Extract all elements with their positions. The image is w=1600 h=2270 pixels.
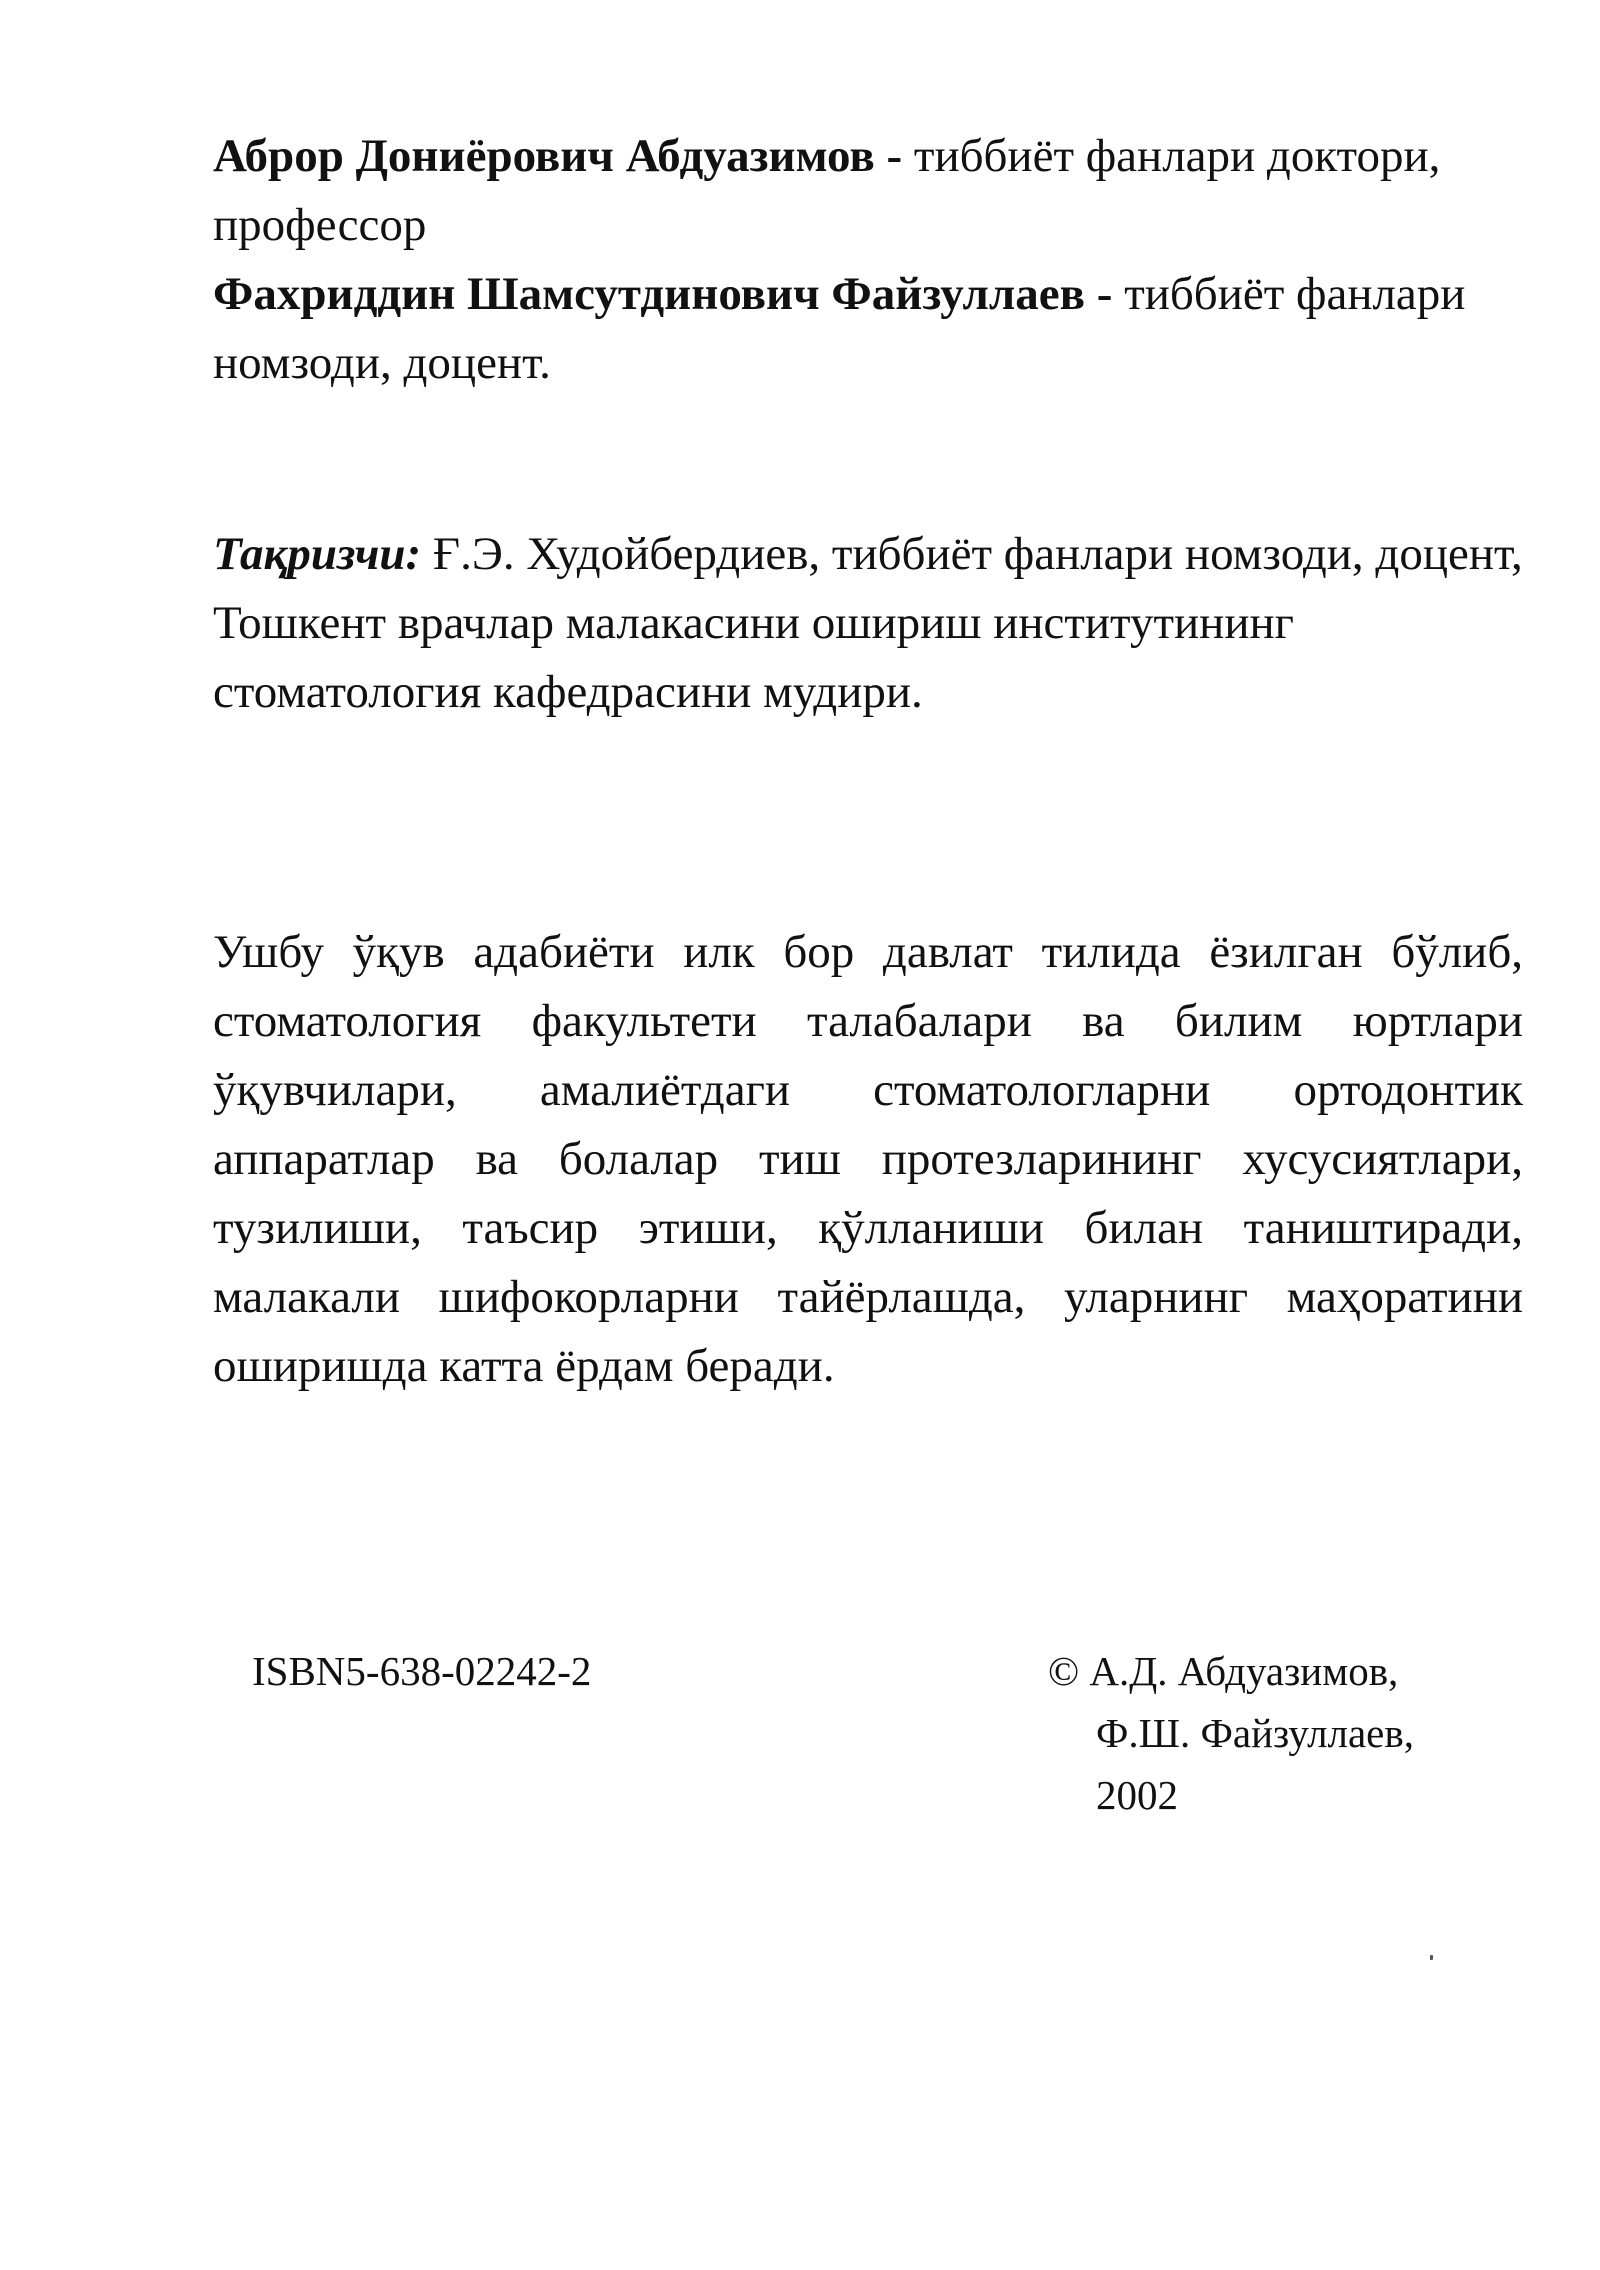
book-description: Ушбу ўқув адабиёти илк бор давлат тилида ёзилган бўлиб, стоматология факультети талабалари ва билим юртлари ўқувчилари, амалиётдаги стоматологларни ортодонтик аппаратлар ва болалар тиш протезларининг хусусиятлари, тузилиши, таъсир этиши, қўлланиши билан таништиради, малакали шифокорларни тайёрлашда, уларнинг маҳоратини оширишда катта ёрдам беради.	[213, 926, 1523, 1392]
author-2-name: Фахриддин Шамсутдинович Файзуллаев	[213, 268, 1086, 320]
isbn-number: ISBN5-638-02242-2	[252, 1648, 592, 1694]
reviewer-section	[213, 520, 1523, 727]
author-1	[213, 122, 1523, 260]
author-2	[213, 260, 1523, 398]
author-1-separator: -	[874, 130, 914, 182]
copyright-line-1: © А.Д. Абдуазимов,	[1048, 1648, 1399, 1694]
reviewer-text: Ғ.Э. Худойбердиев, тиббиёт фанлари номзоди, доцент, Тошкент врачлар малакасини ошириш институтининг стоматология кафедрасини мудири.	[213, 528, 1523, 718]
author-1-name: Аброр Дониёрович Абдуазимов	[213, 130, 875, 182]
author-1-title: тиббиёт фанлари доктори, профессор	[213, 130, 1441, 251]
reviewer-label: Тақризчи:	[213, 528, 422, 580]
copyright-line-2: Ф.Ш. Файзуллаев,	[1096, 1710, 1414, 1756]
author-2-title: тиббиёт фанлари номзоди, доцент.	[213, 268, 1466, 389]
author-2-separator: -	[1085, 268, 1125, 320]
scan-speck	[1430, 1955, 1433, 1960]
authors-section	[213, 122, 1523, 398]
copyright-notice	[1048, 1640, 1414, 1826]
copyright-line-3: 2002	[1096, 1772, 1178, 1818]
